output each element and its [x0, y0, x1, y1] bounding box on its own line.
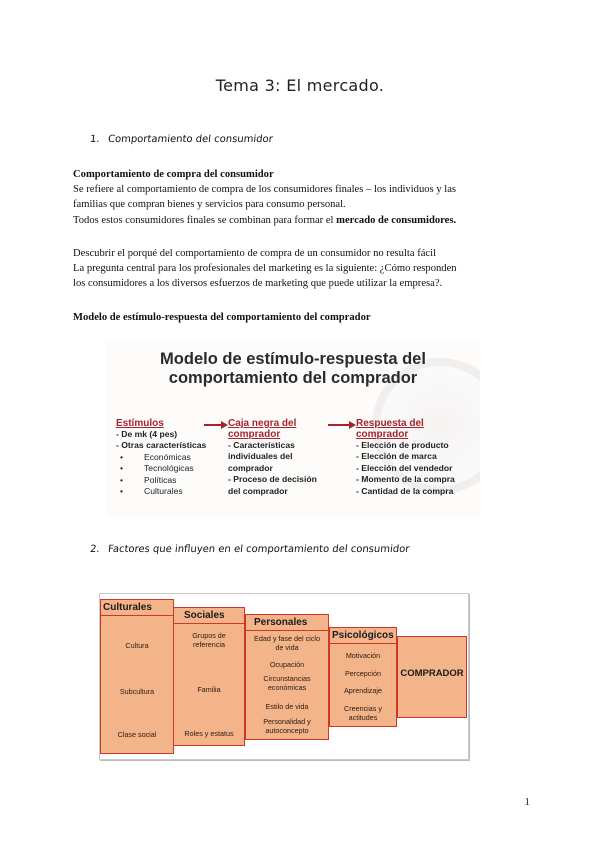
- figure-title-line: comportamiento del comprador: [168, 369, 418, 387]
- block-heading: Personales: [246, 615, 328, 631]
- block-culturales: [100, 599, 174, 754]
- factor-item: Personalidad y autoconcepto: [263, 717, 311, 735]
- response-item: - Elección del vendedor: [356, 462, 453, 473]
- bullet-icon: •: [120, 486, 124, 497]
- text-line: Todos estos consumidores finales se combinan para formar el: [73, 214, 337, 226]
- figure-title-line: Modelo de estímulo-respuesta del: [160, 350, 426, 368]
- block-personales: [245, 614, 329, 740]
- stimuli-bullet: [116, 486, 206, 497]
- block-psicologicos: [329, 627, 397, 727]
- block-heading: Culturales: [101, 600, 173, 616]
- stimuli-heading: Estímulos: [116, 418, 164, 429]
- stimuli-bullet: [116, 463, 206, 474]
- text-line: familias que compran bienes y servicios para consumo personal.: [73, 199, 346, 211]
- text-line: los consumidores a los diversos esfuerzos de marketing que puede utilizar la empresa?.: [73, 278, 443, 290]
- factor-item: Familia: [197, 685, 221, 694]
- subheading-comportamiento: Comportamiento de compra del consumidor: [73, 169, 274, 180]
- black-box-item: del comprador: [228, 485, 288, 496]
- comprador-block: COMPRADOR: [397, 636, 467, 718]
- black-box-item: individuales del: [228, 451, 293, 462]
- section-heading-1: [89, 134, 273, 145]
- page-title: Tema 3: El mercado.: [215, 76, 385, 95]
- factor-item: Circunstancias económicas: [263, 674, 311, 692]
- factors-figure: [99, 593, 469, 760]
- black-box-heading: [228, 418, 317, 440]
- bullet-text: Económicas: [144, 451, 191, 462]
- section-label: Comportamiento del consumidor: [107, 134, 274, 145]
- block-heading: Psicológicos: [330, 628, 396, 644]
- subheading-modelo: Modelo de estímulo-respuesta del comportamiento del comprador: [73, 312, 371, 323]
- response-column: [356, 418, 455, 497]
- black-box-item: - Proceso de decisión: [228, 474, 317, 485]
- stimuli-bullet: [116, 452, 206, 463]
- page-number: 1: [524, 796, 530, 808]
- section-number: 2.: [89, 544, 101, 555]
- factor-item: Subcultura: [119, 687, 155, 696]
- figure-title: [106, 350, 480, 388]
- factor-item: Aprendizaje: [344, 686, 382, 695]
- block-sociales: [173, 607, 245, 746]
- response-item: - Elección de marca: [356, 451, 437, 462]
- heading-line: Respuesta del: [356, 418, 424, 429]
- black-box-item: comprador: [228, 462, 273, 473]
- text-line: La pregunta central para los profesionales del marketing es la siguiente: ¿Cómo responden: [73, 263, 457, 275]
- factor-item: Roles y estatus: [184, 729, 234, 738]
- response-heading: [356, 418, 455, 440]
- factor-item: Motivación: [345, 651, 381, 660]
- bold-term: mercado de consumidores.: [336, 214, 457, 226]
- heading-line: comprador: [228, 429, 281, 440]
- text-line: Se refiere al comportamiento de compra de los consumidores finales – los individuos y las: [73, 184, 457, 196]
- arrow-right-icon: [204, 420, 228, 430]
- heading-line: Caja negra del: [228, 418, 297, 429]
- heading-line: comprador: [356, 429, 409, 440]
- black-box-item: - Características: [228, 440, 295, 450]
- factor-item: Percepción: [345, 669, 381, 678]
- stimuli-item: - De mk (4 pes): [116, 429, 178, 439]
- response-item: - Cantidad de la compra: [356, 485, 454, 496]
- section-label: Factores que influyen en el comportamiento del consumidor: [107, 544, 410, 555]
- bullet-text: Tecnológicas: [144, 463, 194, 474]
- stimuli-bullet: [116, 475, 206, 486]
- bullet-text: Culturales: [144, 486, 183, 497]
- response-item: - Elección de producto: [356, 440, 449, 450]
- factor-item: Cultura: [125, 641, 149, 650]
- factor-item: Edad y fase del ciclo de vida: [254, 634, 320, 652]
- paragraph-2: [73, 246, 543, 292]
- text-line: Descubrir el porqué del comportamiento de compra de un consumidor no resulta fácil: [73, 248, 437, 259]
- black-box-column: [228, 418, 317, 497]
- factor-item: Clase social: [117, 730, 157, 739]
- factor-item: Ocupación: [269, 660, 305, 669]
- stimuli-column: [116, 418, 206, 497]
- factor-item: Grupos de referencia: [192, 631, 226, 649]
- stimuli-item: - Otras características: [116, 440, 207, 451]
- factor-item: Estilo de vida: [265, 702, 309, 711]
- response-item: - Momento de la compra: [356, 474, 455, 485]
- section-number: 1.: [89, 134, 101, 145]
- section-heading-2: [89, 544, 409, 555]
- stimulus-response-figure: [106, 340, 480, 518]
- arrow-right-icon: [328, 420, 356, 430]
- bullet-icon: •: [120, 474, 124, 485]
- bullet-icon: •: [120, 451, 124, 462]
- paragraph-1: [73, 167, 543, 228]
- factor-item: Creencias y actitudes: [344, 704, 382, 722]
- bullet-icon: •: [120, 463, 124, 474]
- bullet-text: Políticas: [144, 474, 177, 485]
- block-heading: Sociales: [174, 608, 244, 624]
